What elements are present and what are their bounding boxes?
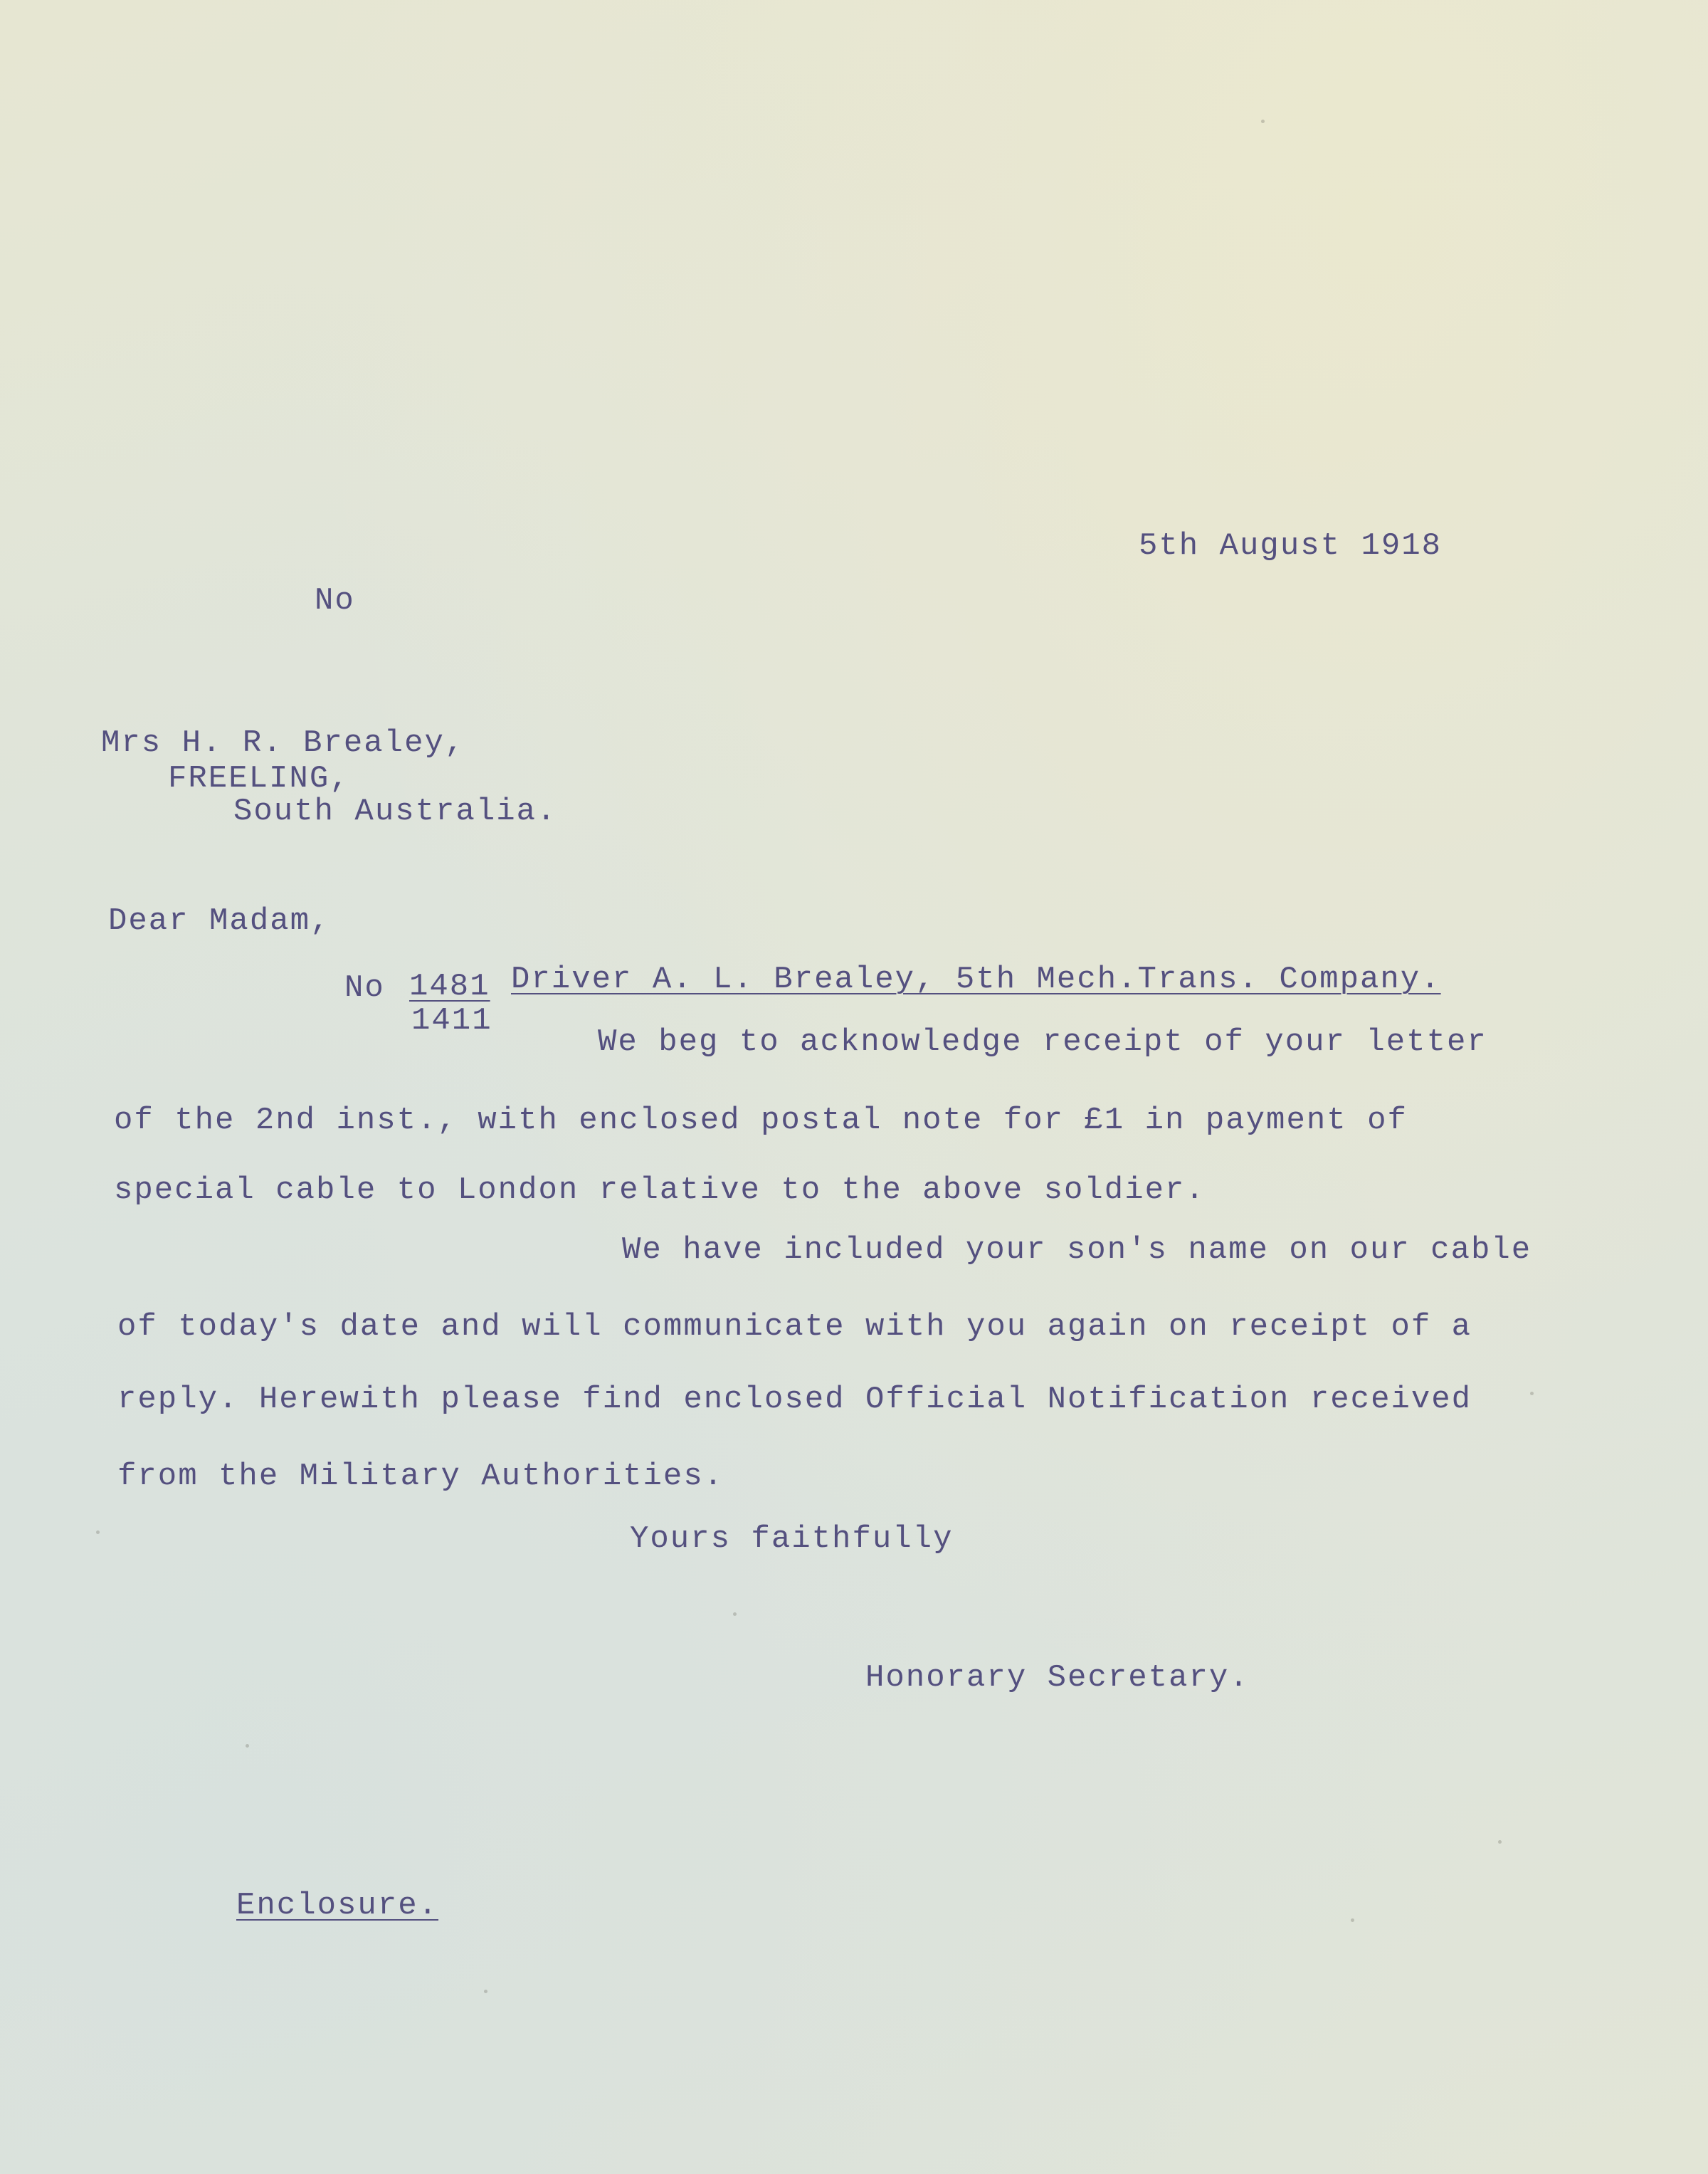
body-line: from the Military Authorities. — [117, 1459, 724, 1494]
body-line: of the 2nd inst., with enclosed postal note for £1 in payment of — [114, 1103, 1408, 1138]
subject-service-number-corrected: 1411 — [411, 1003, 492, 1039]
recipient-name: Mrs H. R. Brealey, — [101, 725, 465, 761]
paper-speck — [733, 1612, 737, 1616]
recipient-town: FREELING, — [168, 761, 350, 797]
body-line: reply. Herewith please find enclosed Official Notification received — [117, 1382, 1472, 1417]
paper-speck — [1261, 120, 1265, 123]
letter-date: 5th August 1918 — [1139, 528, 1443, 564]
body-line: We beg to acknowledge receipt of your letter — [598, 1024, 1487, 1060]
body-line: special cable to London relative to the above soldier. — [114, 1172, 1206, 1208]
paper-speck — [1530, 1392, 1534, 1395]
salutation: Dear Madam, — [108, 903, 331, 939]
body-line: of today's date and will communicate with you again on receipt of a — [117, 1309, 1472, 1345]
recipient-state: South Australia. — [233, 794, 557, 829]
paper-speck — [246, 1744, 249, 1748]
reference-no: No — [315, 583, 355, 619]
subject-service-number: 1481 — [409, 969, 490, 1004]
paper-speck — [1498, 1840, 1502, 1844]
subject-prefix: No — [344, 970, 385, 1006]
closing: Yours faithfully — [630, 1521, 954, 1557]
paper-speck — [1351, 1918, 1354, 1922]
signatory: Honorary Secretary. — [865, 1660, 1250, 1696]
paper-speck — [484, 1990, 487, 1993]
body-line: We have included your son's name on our cable — [622, 1232, 1532, 1268]
paper-speck — [96, 1530, 100, 1534]
enclosure-note: Enclosure. — [236, 1888, 439, 1923]
subject-line: Driver A. L. Brealey, 5th Mech.Trans. Company. — [511, 962, 1441, 997]
